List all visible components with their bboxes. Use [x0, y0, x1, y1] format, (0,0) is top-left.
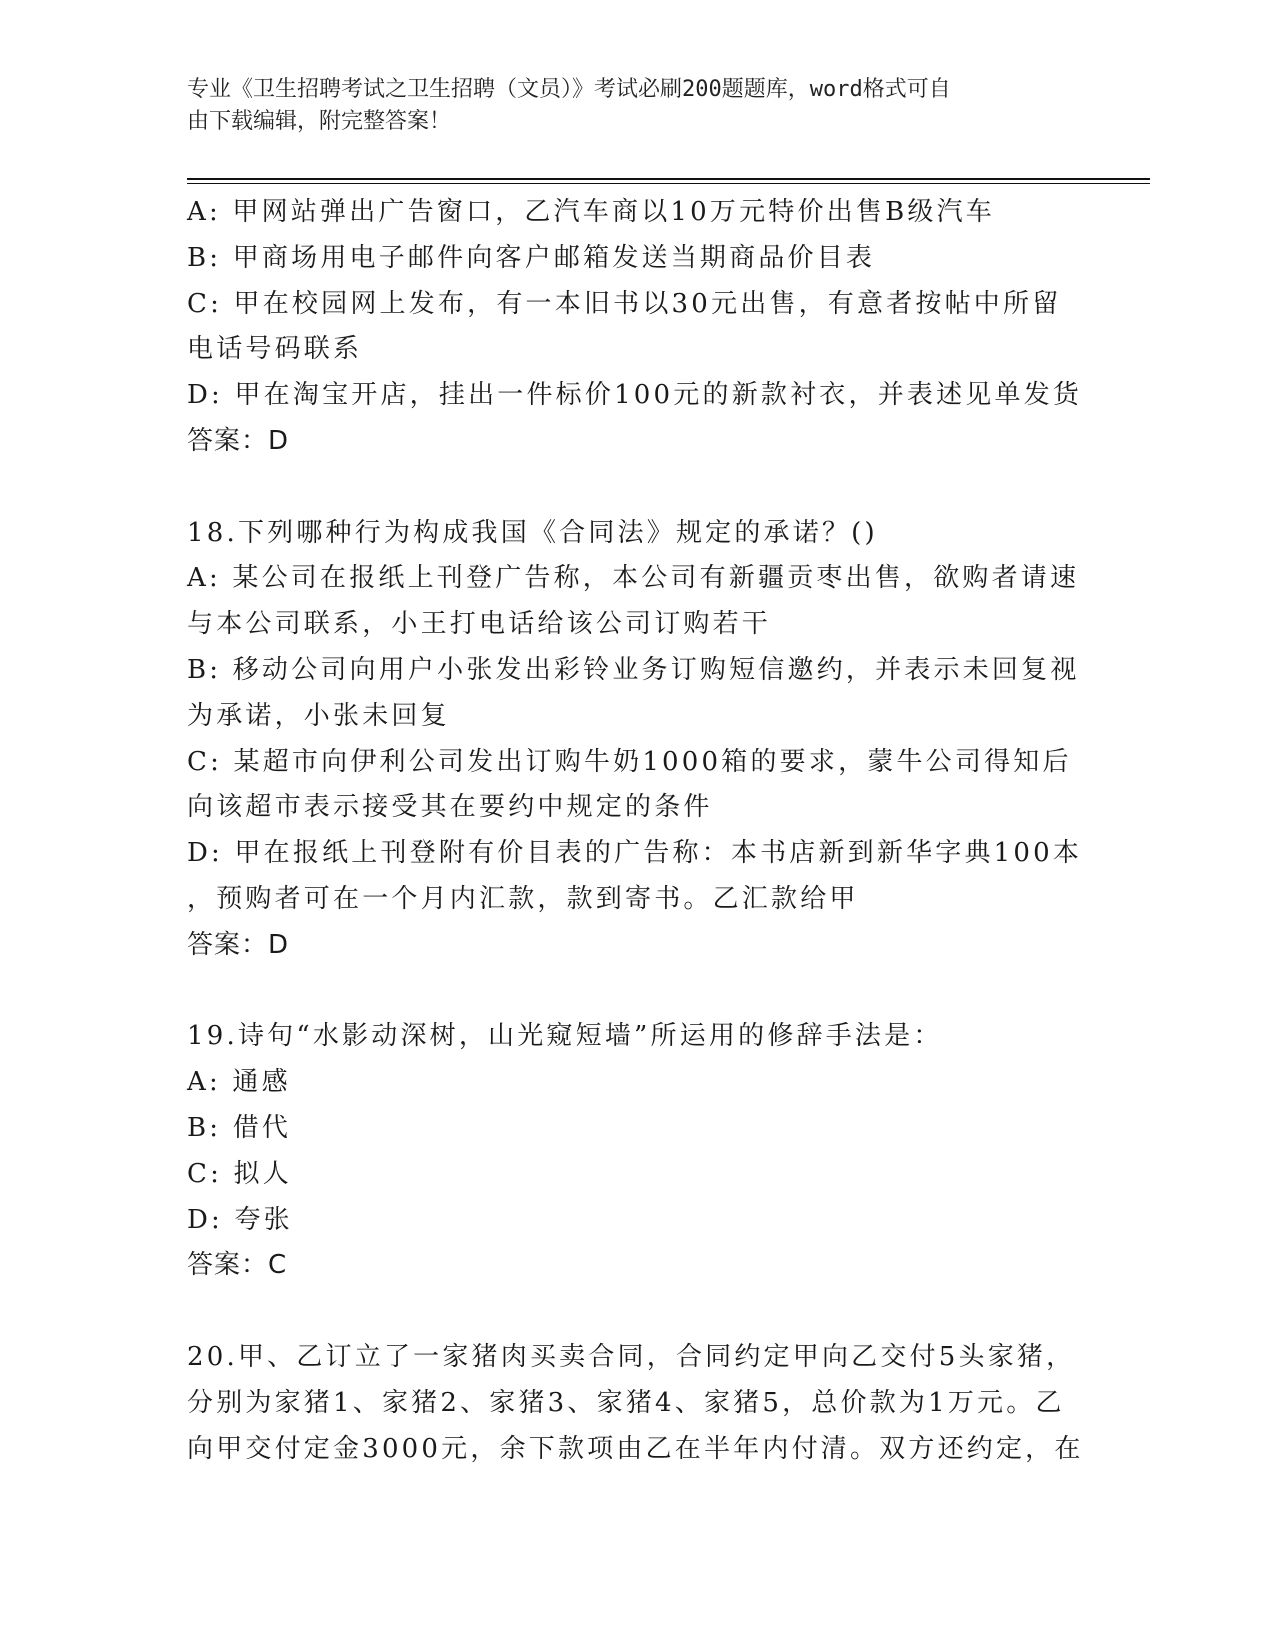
q18-option-a-continued: 与本公司联系，小王打电话给该公司订购若干 — [187, 609, 772, 640]
q19-answer: 答案：C — [187, 1250, 288, 1281]
header-line-1: 专业《卫生招聘考试之卫生招聘（文员）》考试必刷200题题库，word格式可自 — [187, 77, 951, 102]
question-19-block — [187, 1014, 1087, 1289]
question-18-block — [187, 511, 1087, 969]
q18-option-b: B: 移动公司向用户小张发出彩铃业务订购短信邀约，并表示未回复视 — [187, 654, 1080, 685]
q19-option-a: A: 通感 — [187, 1067, 291, 1098]
q17-option-c: C: 甲在校园网上发布，有一本旧书以30元出售，有意者按帖中所留 — [187, 288, 1062, 319]
q19-option-d: D: 夸张 — [187, 1204, 293, 1235]
q18-option-c-continued: 向该超市表示接受其在要约中规定的条件 — [187, 792, 713, 823]
q19-question: 19.诗句“水影动深树，山光窥短墙”所运用的修辞手法是： — [187, 1021, 943, 1052]
q18-option-b-continued: 为承诺，小张未回复 — [187, 700, 450, 731]
q20-line-2: 分别为家猪1、家猪2、家猪3、家猪4、家猪5，总价款为1万元。乙 — [187, 1387, 1065, 1418]
header-line-2: 由下载编辑，附完整答案！ — [187, 109, 452, 134]
question-17-block — [187, 190, 1087, 465]
q17-option-c-continued: 电话号码联系 — [187, 334, 363, 365]
document-body — [187, 190, 1087, 1472]
spacer — [187, 465, 1087, 511]
q18-question: 18.下列哪种行为构成我国《合同法》规定的承诺？() — [187, 517, 878, 548]
q17-option-b: B: 甲商场用电子邮件向客户邮箱发送当期商品价目表 — [187, 242, 876, 273]
q18-answer: 答案：D — [187, 929, 290, 960]
q18-option-c: C: 某超市向伊利公司发出订购牛奶1000箱的要求，蒙牛公司得知后 — [187, 746, 1072, 777]
q20-line-1: 20.甲、乙订立了一家猪肉买卖合同，合同约定甲向乙交付5头家猪， — [187, 1341, 1076, 1372]
header-rule-thin — [187, 183, 1150, 184]
q17-option-a: A: 甲网站弹出广告窗口，乙汽车商以10万元特价出售B级汽车 — [187, 197, 995, 227]
spacer — [187, 1289, 1087, 1335]
q17-answer: 答案：D — [187, 425, 290, 456]
header-rule-thick — [187, 178, 1150, 180]
question-20-block — [187, 1335, 1087, 1472]
document-header — [187, 74, 1067, 138]
q18-option-d: D: 甲在报纸上刊登附有价目表的广告称：本书店新到新华字典100本 — [187, 838, 1083, 869]
q19-option-c: C: 拟人 — [187, 1158, 292, 1189]
q20-line-3: 向甲交付定金3000元，余下款项由乙在半年内付清。双方还约定，在 — [187, 1433, 1084, 1464]
q17-option-d: D: 甲在淘宝开店，挂出一件标价100元的新款衬衣，并表述见单发货 — [187, 380, 1083, 411]
q18-option-d-continued: ，预购者可在一个月内汇款，款到寄书。乙汇款给甲 — [187, 883, 859, 914]
q19-option-b: B: 借代 — [187, 1112, 292, 1143]
spacer — [187, 969, 1087, 1015]
q18-option-a: A: 某公司在报纸上刊登广告称，本公司有新疆贡枣出售，欲购者请速 — [187, 563, 1080, 594]
